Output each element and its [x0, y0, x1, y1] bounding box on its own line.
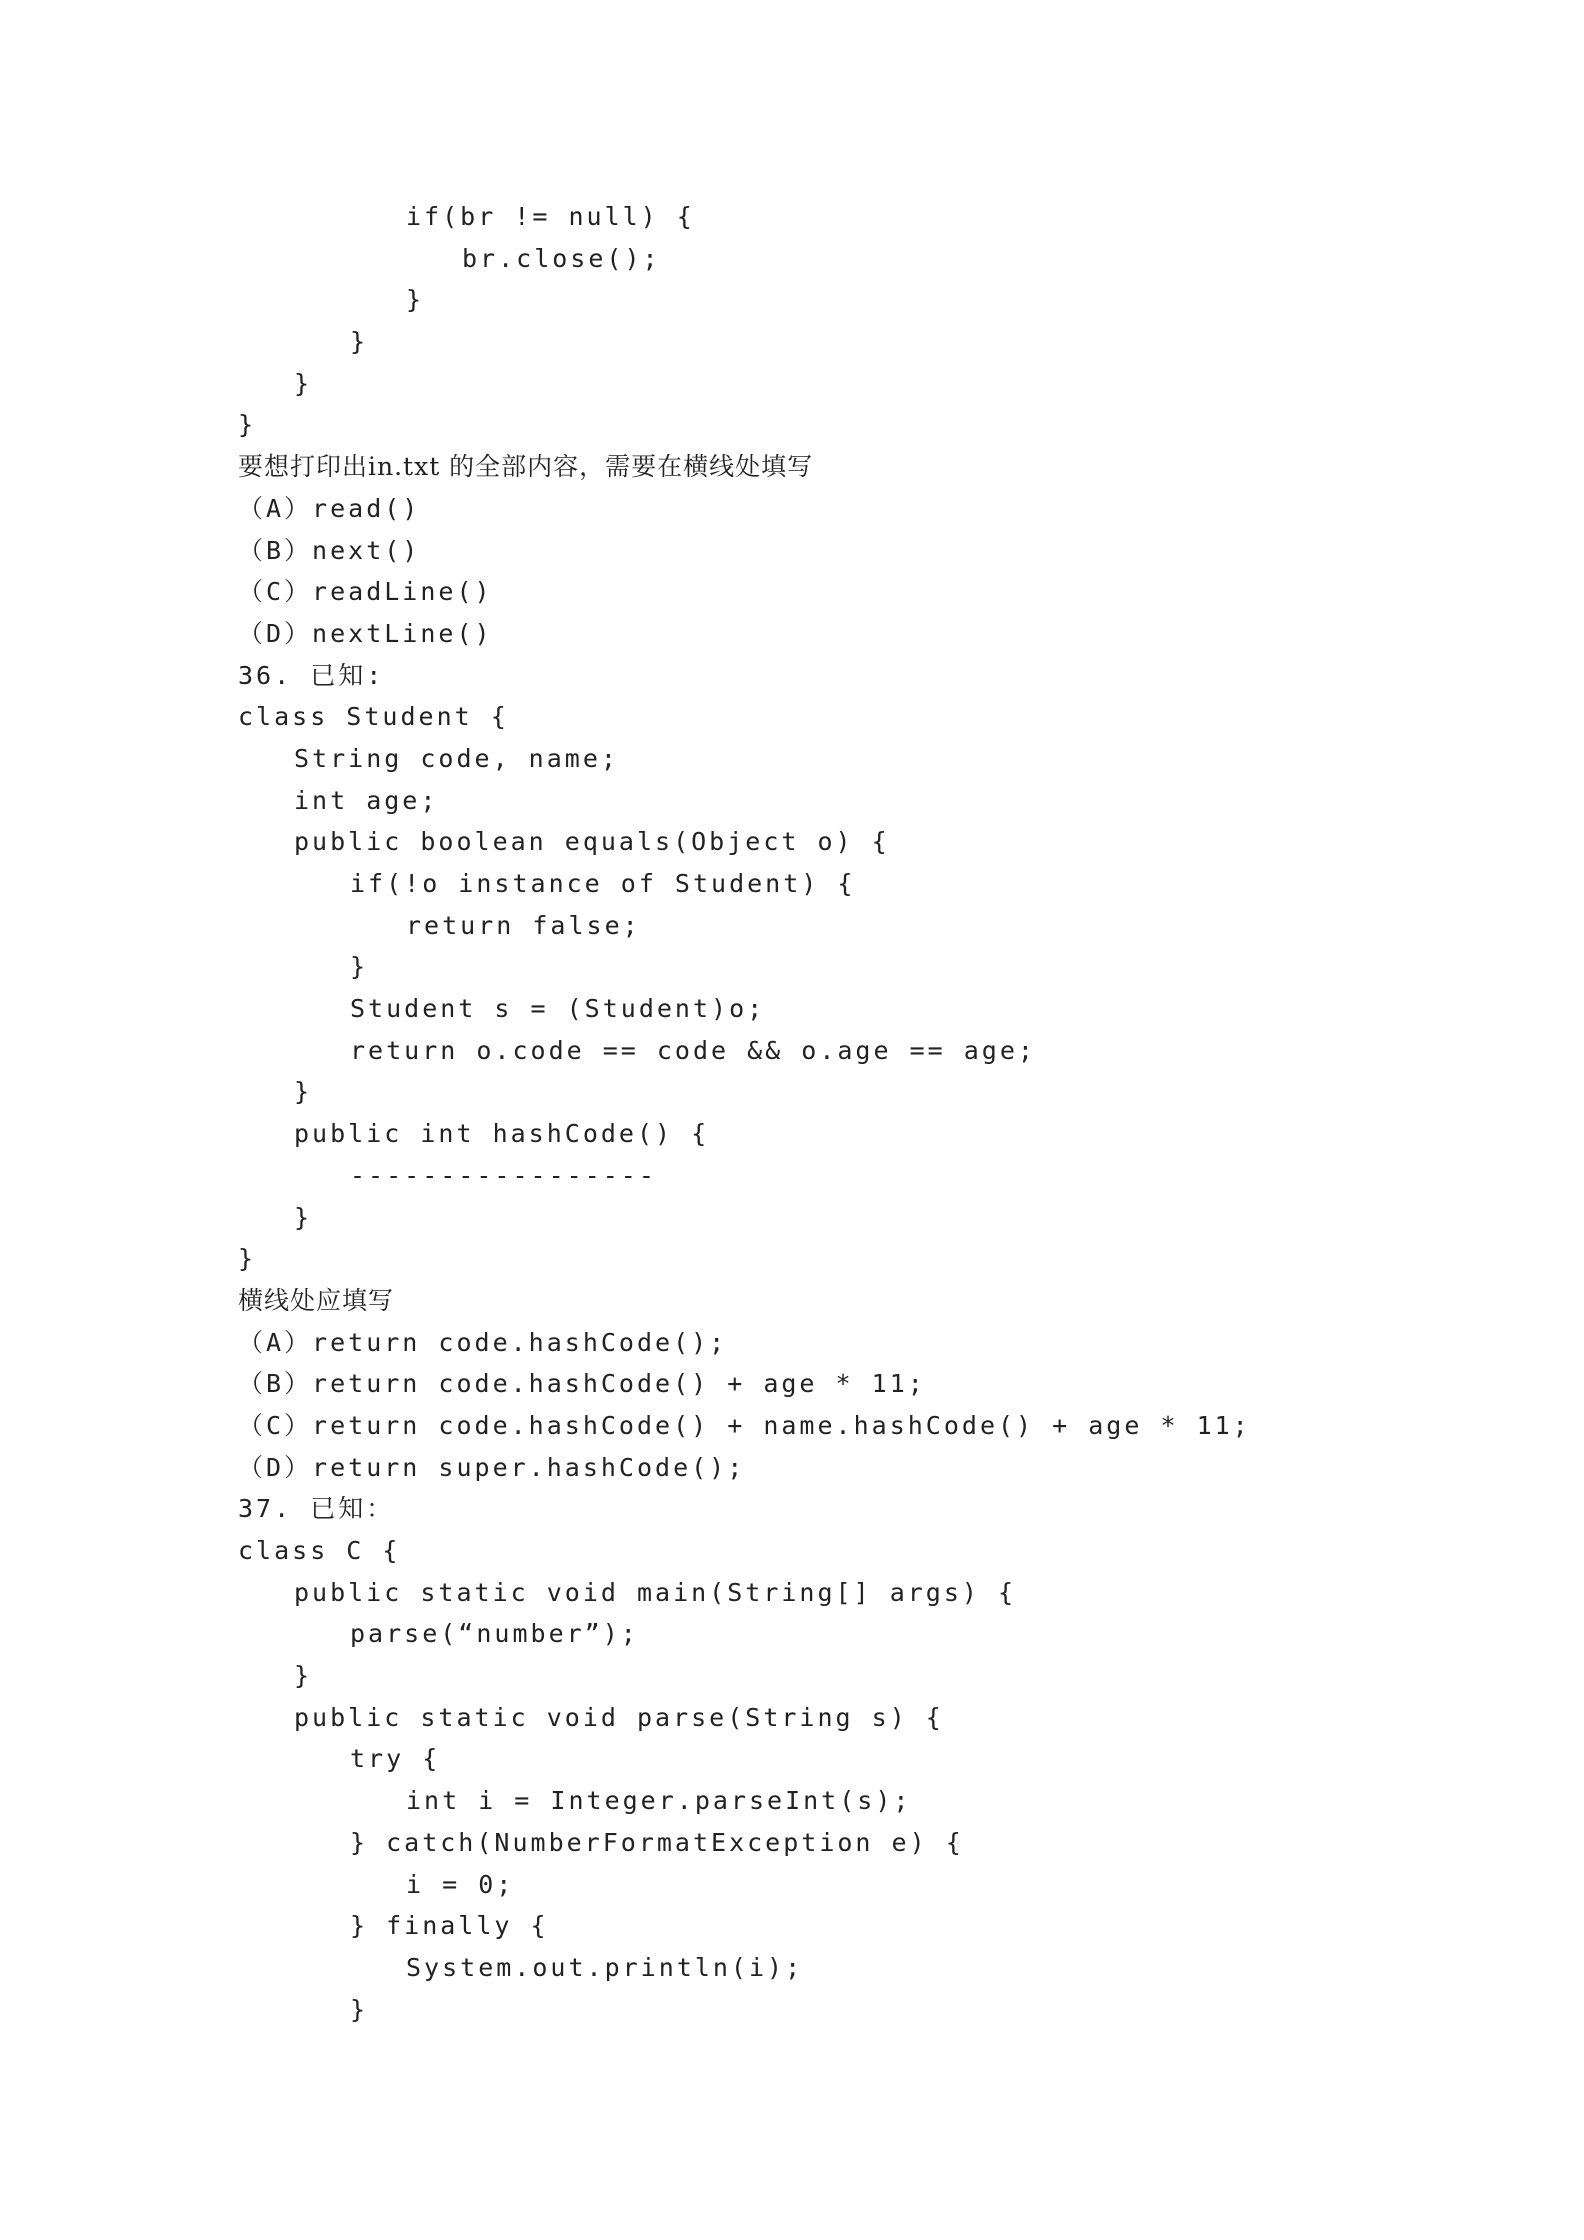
- code-line: br.close();: [462, 243, 661, 273]
- code-line: return o.code == code && o.age == age;: [350, 1035, 1036, 1065]
- code-line: if(br != null) {: [406, 202, 695, 231]
- code-line: public int hashCode() {: [294, 1119, 710, 1149]
- code-line: return false;: [406, 910, 641, 940]
- code-line: public boolean equals(Object o) {: [294, 827, 890, 857]
- code-line: }: [238, 1244, 257, 1274]
- document-body: [238, 196, 1438, 2030]
- question-prompt-line: 要想打印出in.txt 的全部内容，需要在横线处填写: [238, 452, 814, 482]
- code-line: }: [238, 410, 257, 440]
- code-line: （C）readLine(): [238, 577, 493, 607]
- code-line: （A）read(): [238, 493, 421, 523]
- code-line: }: [294, 1202, 313, 1232]
- code-line: class Student {: [238, 702, 509, 732]
- code-line: i = 0;: [406, 1869, 515, 1899]
- code-line: } catch(NumberFormatException e) {: [350, 1827, 964, 1857]
- code-line: class C {: [238, 1536, 401, 1565]
- code-line: }: [350, 1994, 369, 2024]
- code-line: }: [294, 1077, 313, 1107]
- code-line: -----------------: [350, 1160, 657, 1190]
- question-prompt-line: 横线处应填写: [238, 1285, 395, 1315]
- code-line: public static void main(String[] args) {: [294, 1577, 1017, 1607]
- code-line: （B）next(): [238, 535, 421, 565]
- code-line: （A）return code.hashCode();: [238, 1327, 728, 1357]
- code-line: （D）nextLine(): [238, 618, 493, 648]
- code-line: String code, name;: [294, 743, 619, 773]
- code-line: try {: [350, 1744, 441, 1774]
- code-line: 36. 已知:: [238, 660, 385, 690]
- code-line: 37. 已知：: [238, 1494, 395, 1524]
- code-line: （B）return code.hashCode() + age * 11;: [238, 1369, 926, 1399]
- code-line: }: [294, 368, 313, 398]
- code-line: int age;: [294, 785, 439, 815]
- code-line: }: [350, 952, 369, 982]
- code-line: }: [406, 285, 425, 315]
- code-line: Student s = (Student)o;: [350, 994, 766, 1024]
- code-line: }: [350, 327, 369, 357]
- code-line: （C）return code.hashCode() + name.hashCode() + age * 11;: [238, 1410, 1251, 1440]
- code-line: }: [294, 1661, 313, 1691]
- code-line: System.out.println(i);: [406, 1952, 804, 1982]
- code-line: if(!o instance of Student) {: [350, 869, 856, 898]
- code-line: int i = Integer.parseInt(s);: [406, 1786, 912, 1816]
- code-line: （D）return super.hashCode();: [238, 1452, 746, 1482]
- code-line: public static void parse(String s) {: [294, 1702, 944, 1732]
- code-line: parse(“number”);: [350, 1619, 639, 1649]
- code-line: } finally {: [350, 1911, 549, 1941]
